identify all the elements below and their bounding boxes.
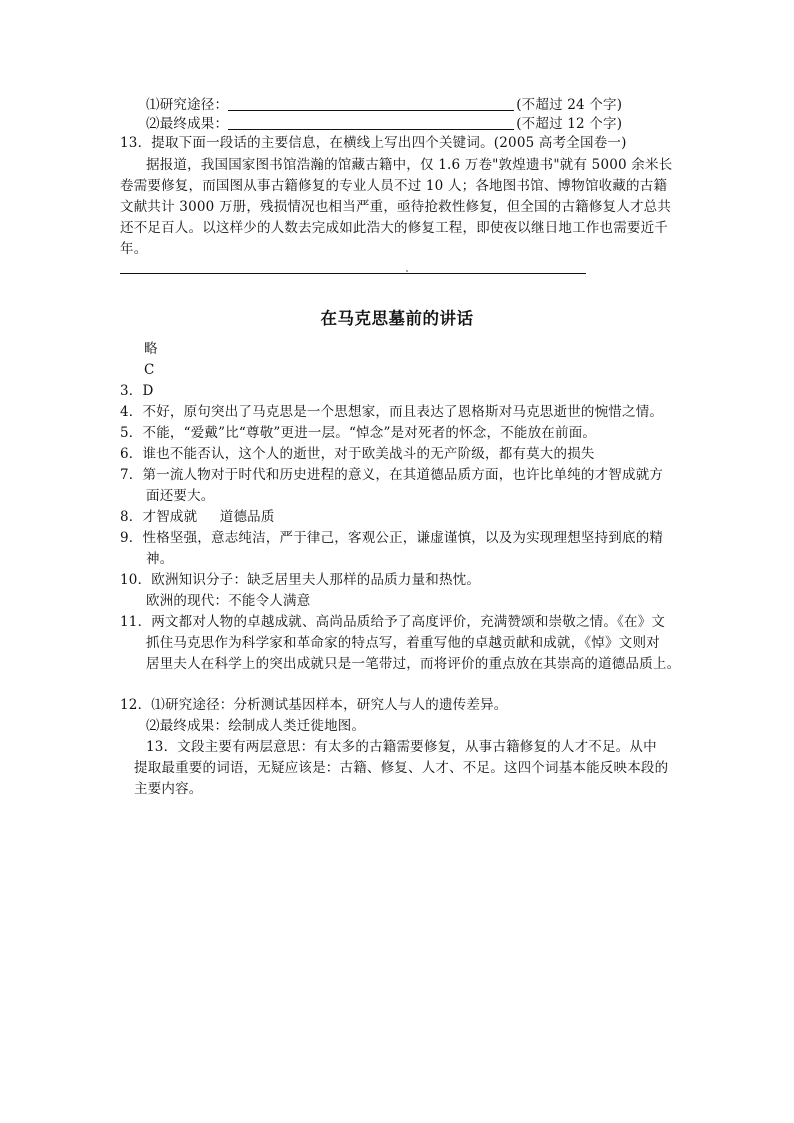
- answer-line: 抓住马克思作为科学家和革命家的特点写，着重写他的卓越贡献和成就，《悼》文则对: [146, 635, 660, 651]
- answer-line: 10．欧洲知识分子：缺乏居里夫人那样的品质力量和热忱。: [120, 572, 481, 588]
- q12-final-result-blank[interactable]: [228, 115, 514, 130]
- answer-line: 11．两文都对人物的卓越成就、高尚品质给予了高度评价，充满赞颂和崇敬之情。《在》文: [120, 614, 666, 630]
- answer-line: 5．不能，“爱戴”比“尊敬”更进一层。“悼念”是对死者的怀念，不能放在前面。: [120, 425, 597, 441]
- answer-line: 居里夫人在科学上的突出成就只是一笔带过，而将评价的重点放在其崇高的道德品质上。: [146, 656, 681, 672]
- section-title: 在马克思墓前的讲话: [320, 309, 474, 328]
- q12-research-approach-limit: (不超过 24 个字): [516, 97, 623, 113]
- answer-line: C: [144, 362, 155, 378]
- q12-final-result-limit: (不超过 12 个字): [516, 116, 623, 132]
- answer-line: 6．谁也不能否认，这个人的逝世，对于欧美战斗的无产阶级，都有莫大的损失: [120, 446, 595, 462]
- answer-line: 提取最重要的词语，无疑应该是：古籍、修复、人才、不足。这四个词基本能反映本段的: [134, 760, 669, 776]
- q12-research-approach-line: [146, 95, 622, 115]
- answer-line: 8．才智成就 道德品质: [120, 509, 275, 525]
- passage-line: 文献共计 3000 万册，残损情况也相当严重，亟待抢救性修复，但全国的古籍修复人才总共: [120, 199, 672, 215]
- q12-research-approach-label: ⑴研究途径：: [146, 97, 229, 113]
- answer-line: 13．文段主要有两层意思：有太多的古籍需要修复，从事古籍修复的人才不足。从中: [146, 739, 657, 755]
- answer-line: ⑵最终成果：绘制成人类迁徙地图。: [146, 718, 366, 734]
- passage-line: 还不足百人。以这样少的人数去完成如此浩大的修复工程，即使夜以继日地工作也需要近千: [120, 220, 668, 236]
- answer-line: 12．⑴研究途径：分析测试基因样本，研究人与人的遗传差异。: [120, 697, 508, 713]
- answer-line: 神。: [146, 551, 174, 567]
- passage-line: 年。: [120, 241, 148, 257]
- answer-line: 3．D: [120, 383, 154, 399]
- answer-blank-line[interactable]: [120, 273, 586, 274]
- q12-research-approach-blank[interactable]: [228, 96, 514, 111]
- q12-final-result-label: ⑵最终成果：: [146, 116, 229, 132]
- answer-line: 4．不好，原句突出了马克思是一个思想家，而且表达了恩格斯对马克思逝世的惋惜之情。: [120, 404, 664, 420]
- q13-prompt: 13．提取下面一段话的主要信息，在横线上写出四个关键词。(2005 高考全国卷一): [120, 135, 627, 151]
- passage-line: 据报道，我国国家图书馆浩瀚的馆藏古籍中，仅 1.6 万卷"敦煌遗书"就有 5000 余米长: [146, 157, 673, 173]
- decorative-dot: [406, 270, 408, 272]
- answer-line: 欧洲的现代：不能令人满意: [146, 593, 311, 609]
- answer-line: 9．性格坚强，意志纯洁，严于律己，客观公正，谦虚谨慎，以及为实现理想坚持到底的精: [120, 530, 664, 546]
- answer-line: 主要内容。: [134, 781, 203, 797]
- answer-line: 7．第一流人物对于时代和历史进程的意义，在其道德品质方面，也许比单纯的才智成就方: [120, 467, 664, 483]
- q12-final-result-line: [146, 114, 622, 134]
- answer-line: 面还要大。: [146, 488, 215, 504]
- passage-line: 卷需要修复，而国图从事古籍修复的专业人员不过 10 人；各地图书馆、博物馆收藏的古籍: [120, 178, 668, 194]
- answer-line: 略: [144, 341, 158, 357]
